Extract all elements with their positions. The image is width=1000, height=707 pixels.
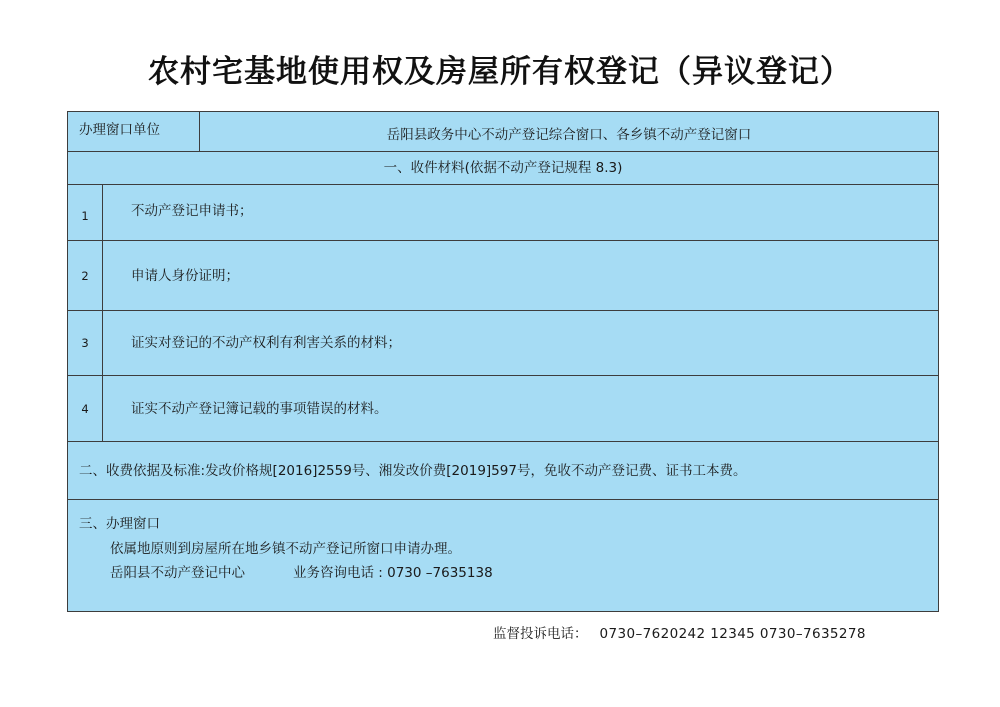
material-number-cell: [68, 185, 103, 240]
material-item-row: [68, 185, 938, 241]
material-text-cell: [103, 241, 938, 310]
complaint-phone: [493, 624, 866, 644]
window-unit-value: 岳阳县政务中心不动产登记综合窗口、各乡镇不动产登记窗口: [386, 126, 752, 143]
fees-text: 二、收费依据及标准:发改价格规[2016]2559号、湘发改价费[2019]597号，免收不动产登记费、证书工本费。: [79, 462, 747, 479]
page-title: 农村宅基地使用权及房屋所有权登记（异议登记）: [148, 54, 852, 90]
material-text-cell: [103, 376, 938, 441]
material-item-row: [68, 376, 938, 442]
complaint-label: 监督投诉电话：: [493, 626, 588, 642]
material-number-cell: [68, 241, 103, 310]
material-text-cell: [103, 185, 938, 240]
material-number: 3: [81, 336, 89, 350]
material-text: 不动产登记申请书；: [131, 203, 253, 219]
materials-heading-row: [68, 152, 938, 185]
fees-row: [68, 442, 938, 500]
material-text-cell: [103, 311, 938, 375]
material-text: 证实对登记的不动产权利有利害关系的材料；: [131, 335, 401, 351]
material-text: 申请人身份证明；: [131, 267, 239, 284]
material-text: 证实不动产登记簿记载的事项错误的材料。: [131, 400, 388, 417]
material-item-row: [68, 241, 938, 311]
office-center: 岳阳县不动产登记中心: [110, 565, 245, 581]
material-number: 4: [81, 401, 89, 416]
office-line: 依属地原则到房屋所在地乡镇不动产登记所窗口申请办理。: [110, 541, 461, 557]
fees-cell: [68, 442, 938, 499]
consult-phone: 业务咨询电话 : 0730 –7635138: [293, 565, 493, 581]
material-number-cell: [68, 311, 103, 375]
office-row: [68, 500, 938, 611]
window-unit-label-cell: [68, 112, 200, 151]
materials-heading: 一、收件材料(依据不动产登记规程 8.3): [383, 160, 623, 176]
material-number: 2: [81, 268, 89, 283]
window-unit-label: 办理窗口单位: [79, 122, 160, 138]
materials-heading-cell: [68, 152, 938, 184]
material-number-cell: [68, 376, 103, 441]
info-board: [67, 111, 939, 612]
material-item-row: [68, 311, 938, 376]
office-heading: 三、办理窗口: [79, 516, 160, 532]
complaint-numbers: 0730–7620242 12345 0730–7635278: [599, 626, 866, 642]
window-unit-row: [68, 112, 938, 152]
material-number: 1: [81, 208, 89, 223]
window-unit-value-cell: [200, 112, 938, 151]
